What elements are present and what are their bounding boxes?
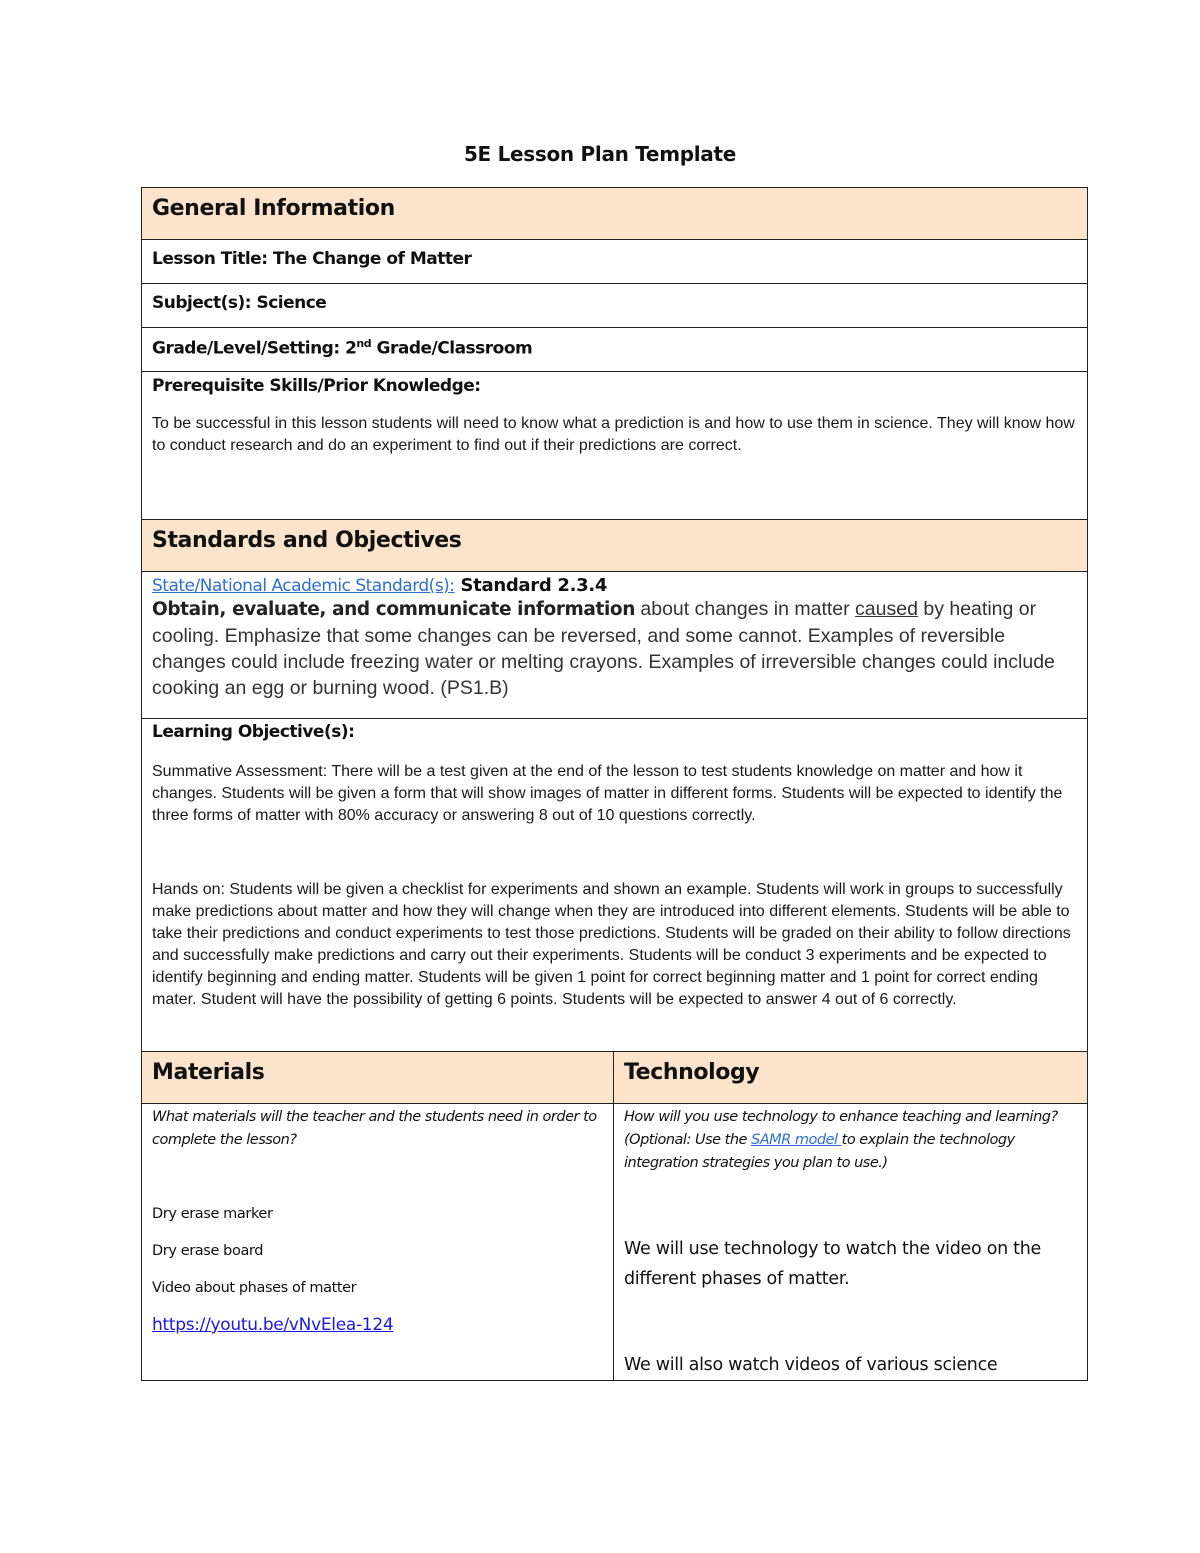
technology-answer-1: We will use technology to watch the video on the different phases of matter. xyxy=(624,1239,1041,1289)
lesson-title: Lesson Title: The Change of Matter xyxy=(152,249,472,269)
lesson-plan-table xyxy=(141,187,1088,1381)
page-title: 5E Lesson Plan Template xyxy=(463,142,737,166)
material-item: Dry erase marker xyxy=(152,1206,273,1222)
general-information-heading: General Information xyxy=(152,196,395,221)
summative-assessment: Summative Assessment: There will be a test given at the end of the lesson to test students knowledge on matter and how it changes. Students will be given a form that will show images of matter in different forms. Students will be expected to identify the three forms of matter with 80% accuracy or answering 8 out of 10 questions correctly. xyxy=(152,763,1063,824)
lesson-title-row xyxy=(142,240,1088,284)
prerequisite-row xyxy=(142,372,1088,520)
standard-description xyxy=(152,596,1077,701)
objectives-row xyxy=(142,719,1088,1052)
standards-heading: Standards and Objectives xyxy=(152,528,462,553)
grade-level-setting xyxy=(152,328,1077,359)
prerequisite-label: Prerequisite Skills/Prior Knowledge: xyxy=(152,376,481,396)
standard-text-1: about changes in matter xyxy=(634,598,856,620)
materials-prompt: What materials will the teacher and the students need in order to complete the lesson? xyxy=(152,1109,597,1148)
standard-underlined-word: caused xyxy=(855,598,918,620)
technology-answer-2: We will also watch videos of various science xyxy=(624,1355,998,1375)
subjects-row xyxy=(142,284,1088,328)
grade-row xyxy=(142,328,1088,372)
technology-prompt-1: How will you use technology to enhance teaching and learning? (Optional: Use the xyxy=(624,1109,1058,1148)
standards-link[interactable]: State/National Academic Standard(s): xyxy=(152,576,455,596)
standard-text-2: by heating or cooling. Emphasize that some changes can be reversed, and some cannot. Examples of reversible changes could include freezing water or melting crayons. Examples of irreversible changes could include cooking an egg or burning wood. (PS1.B) xyxy=(152,598,1055,699)
materials-heading: Materials xyxy=(152,1060,265,1085)
hands-on-assessment: Hands on: Students will be given a checklist for experiments and shown an example. Students will work in groups to successfully make predictions about matter and how they will change when they are introduced into different elements. Students will be able to take their predictions and conduct experiments to test those predictions. Students will be graded on their ability to follow directions and successfully make predictions and carry out their experiments. Students will be conduct 3 experiments and be expected to identify beginning and ending matter. Students will be given 1 point for correct beginning matter and 1 point for correct ending mater. Student will have the possibility of getting 6 points. Students will be expected to answer 4 out of 6 correctly. xyxy=(152,881,1071,1008)
materials-technology-row xyxy=(142,1104,1088,1381)
technology-prompt-2: to explain the technology integration strategies you plan to use.) xyxy=(624,1132,1015,1171)
subjects: Subject(s): Science xyxy=(152,293,327,313)
standards-row xyxy=(142,572,1088,719)
objectives-label: Learning Objective(s): xyxy=(152,722,355,742)
standards-header xyxy=(142,520,1088,572)
standard-bold-lead: Obtain, evaluate, and communicate information xyxy=(152,599,635,620)
grade-suffix: Grade/Classroom xyxy=(371,338,533,359)
grade-prefix: Grade/Level/Setting: 2 xyxy=(152,338,357,359)
technology-prompt xyxy=(624,1104,1077,1175)
material-item: Dry erase board xyxy=(152,1243,264,1259)
samr-model-link[interactable]: SAMR model xyxy=(751,1132,842,1148)
material-item: Video about phases of matter xyxy=(152,1280,357,1296)
grade-superscript: nd xyxy=(356,337,372,350)
materials-technology-header xyxy=(142,1052,1088,1104)
technology-heading: Technology xyxy=(624,1060,760,1085)
video-link[interactable]: https://youtu.be/vNvElea-124 xyxy=(152,1315,394,1335)
prerequisite-text: To be successful in this lesson students will need to know what a prediction is and how to use them in science. They will know how to conduct research and do an experiment to find out if their predictions are correct. xyxy=(152,415,1075,454)
standard-id: Standard 2.3.4 xyxy=(454,575,608,596)
general-information-header xyxy=(142,188,1088,240)
